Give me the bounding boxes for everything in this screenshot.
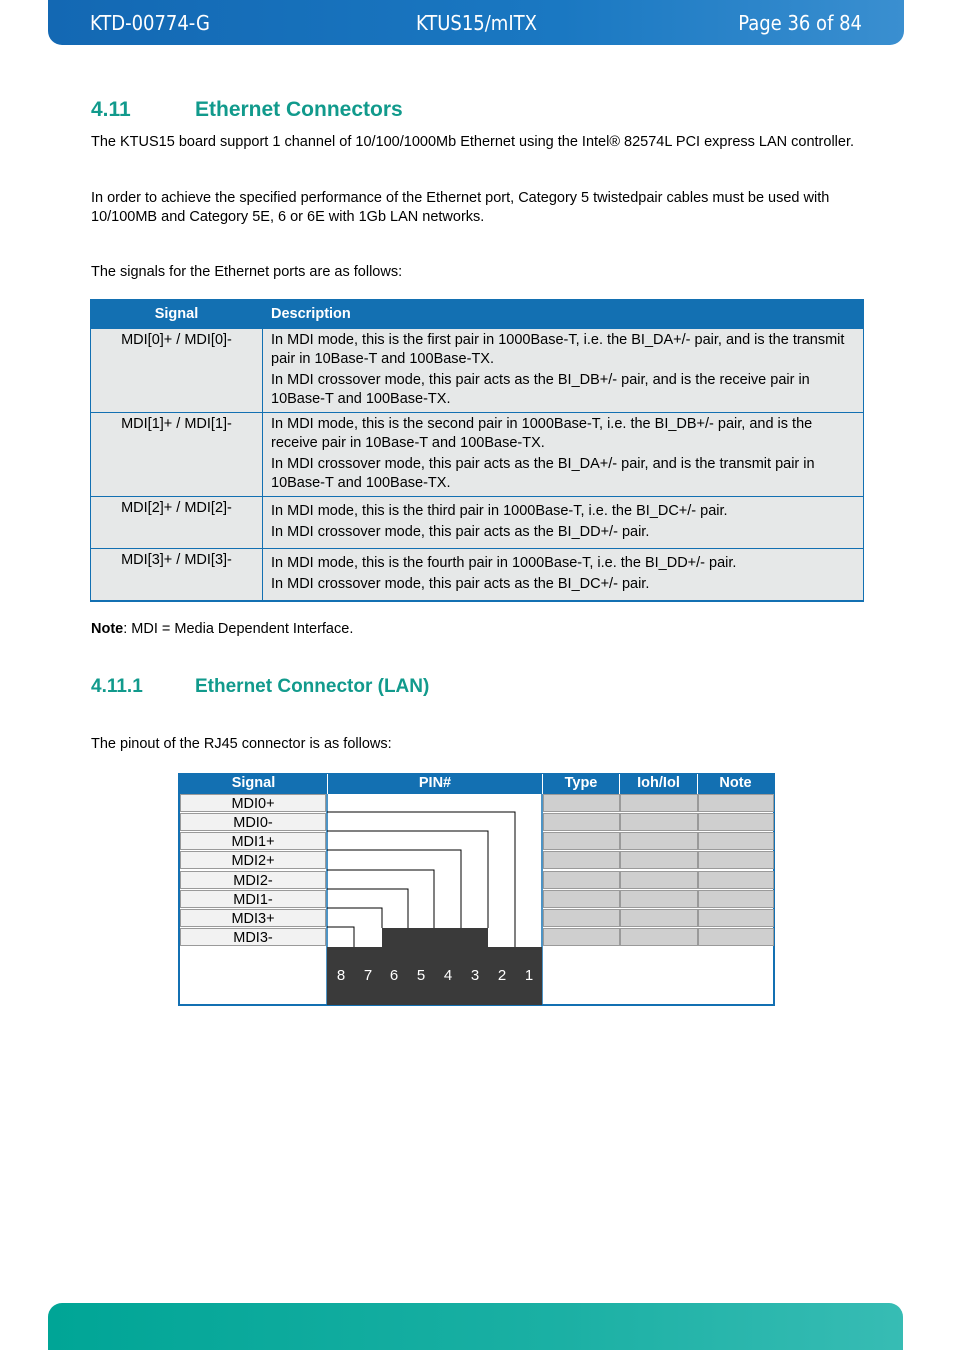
col-header-signal: Signal <box>91 300 263 329</box>
pin-attribute-cell <box>698 909 774 927</box>
description-line: In MDI crossover mode, this pair acts as the BI_DB+/- pair, and is the receive pair in 10Base-T and 100Base-TX. <box>271 372 810 407</box>
product-name: KTUS15/mITX <box>416 11 537 35</box>
table-row <box>91 549 864 601</box>
pin-attribute-cell <box>543 851 620 869</box>
description-cell <box>263 549 864 601</box>
cable-paragraph: In order to achieve the specified performance of the Ethernet port, Category 5 twistedpair cables must be used with 10/100MB and Category 5E, 6 or 6E with 1Gb LAN networks. <box>91 190 830 225</box>
note-paragraph <box>91 620 866 639</box>
intro-paragraph: The KTUS15 board support 1 channel of 10/100/1000Mb Ethernet using the Intel® 82574L PCI express LAN controller. <box>91 134 855 150</box>
pin-attribute-cell <box>543 909 620 927</box>
pin-signal-label: MDI3- <box>180 928 326 946</box>
description-line: In MDI crossover mode, this pair acts as the BI_DC+/- pair. <box>271 576 650 592</box>
pin-col-header-signal: Signal <box>180 773 327 794</box>
pin-signal-label: MDI3+ <box>180 909 326 927</box>
pin-attribute-cell <box>698 813 774 831</box>
pin-attribute-cell <box>698 871 774 889</box>
description-line: In MDI mode, this is the second pair in 1000Base-T, i.e. the BI_DB+/- pair, and is the receive pair in 10Base-T and 100Base-TX. <box>271 416 813 451</box>
connector-pin-number: 7 <box>363 967 373 984</box>
connector-pin-number: 3 <box>470 967 480 984</box>
signal-cell: MDI[1]+ / MDI[1]- <box>91 413 263 497</box>
subsection-number: 4.11.1 <box>91 676 143 697</box>
connector-pin-number: 1 <box>524 967 534 984</box>
doc-id: KTD-00774-G <box>90 11 210 35</box>
pin-attribute-cell <box>543 890 620 908</box>
pin-col-header-note: Note <box>698 773 773 794</box>
table-row <box>91 497 864 549</box>
description-line: In MDI mode, this is the fourth pair in 1000Base-T, i.e. the BI_DD+/- pair. <box>271 555 737 571</box>
pin-attribute-cell <box>698 928 774 946</box>
signal-cell: MDI[0]+ / MDI[0]- <box>91 329 263 413</box>
description-cell <box>263 329 864 413</box>
description-line: In MDI crossover mode, this pair acts as the BI_DD+/- pair. <box>271 524 650 540</box>
pin-attribute-cell <box>543 813 620 831</box>
description-cell <box>263 497 864 549</box>
table-header-row <box>91 300 864 329</box>
table-row <box>91 413 864 497</box>
pin-col-header-pin: PIN# <box>328 773 542 794</box>
pin-signal-label: MDI2+ <box>180 851 326 869</box>
connector-pin-number: 4 <box>443 967 453 984</box>
signals-intro: The signals for the Ethernet ports are as follows: <box>91 264 403 280</box>
page-number: Page 36 of 84 <box>738 11 862 35</box>
pin-signal-label: MDI0- <box>180 813 326 831</box>
pin-attribute-cell <box>620 890 698 908</box>
pin-attribute-cell <box>543 832 620 850</box>
pin-attribute-cell <box>698 851 774 869</box>
page-footer <box>48 1303 903 1350</box>
pin-attribute-cell <box>620 794 698 812</box>
note-text: : MDI = Media Dependent Interface. <box>123 621 354 637</box>
description-line: In MDI mode, this is the first pair in 1000Base-T, i.e. the BI_DA+/- pair, and is the transmit pair in 10Base-T and 100Base-TX. <box>271 332 845 367</box>
subsection-title: Ethernet Connector (LAN) <box>195 676 430 697</box>
pin-signal-label: MDI2- <box>180 871 326 889</box>
signal-cell: MDI[2]+ / MDI[2]- <box>91 497 263 549</box>
note-label: Note <box>91 621 124 637</box>
description-line: In MDI crossover mode, this pair acts as the BI_DA+/- pair, and is the transmit pair in 10Base-T and 100Base-TX. <box>271 456 815 491</box>
connector-pin-number: 5 <box>416 967 426 984</box>
connector-pin-number: 6 <box>389 967 399 984</box>
signal-cell: MDI[3]+ / MDI[3]- <box>91 549 263 601</box>
connector-pin-number: 8 <box>336 967 346 984</box>
pin-signal-label: MDI1- <box>180 890 326 908</box>
pin-attribute-cell <box>620 832 698 850</box>
ethernet-signal-table <box>90 299 864 602</box>
pin-attribute-cell <box>543 928 620 946</box>
table-row <box>91 329 864 413</box>
section-heading <box>91 98 403 122</box>
col-header-description: Description <box>263 300 864 329</box>
pin-signal-label: MDI0+ <box>180 794 326 812</box>
connector-pin-number: 2 <box>497 967 507 984</box>
subsection-heading <box>91 676 429 698</box>
description-line: In MDI mode, this is the third pair in 1000Base-T, i.e. the BI_DC+/- pair. <box>271 503 728 519</box>
pin-attribute-cell <box>698 832 774 850</box>
pin-attribute-cell <box>620 928 698 946</box>
pin-attribute-cell <box>543 871 620 889</box>
pinout-intro: The pinout of the RJ45 connector is as follows: <box>91 736 392 752</box>
pin-attribute-cell <box>620 851 698 869</box>
pin-attribute-cell <box>620 871 698 889</box>
pin-attribute-cell <box>620 909 698 927</box>
section-number: 4.11 <box>91 98 131 121</box>
description-cell <box>263 413 864 497</box>
pin-attribute-cell <box>698 794 774 812</box>
pin-signal-label: MDI1+ <box>180 832 326 850</box>
pin-attribute-cell <box>620 813 698 831</box>
pin-col-header-ioh: Ioh/Iol <box>620 773 697 794</box>
pin-col-header-type: Type <box>543 773 619 794</box>
pin-attribute-cell <box>698 890 774 908</box>
page-header <box>48 0 904 45</box>
section-title: Ethernet Connectors <box>195 98 403 121</box>
pin-attribute-cell <box>543 794 620 812</box>
rj45-pinout-diagram <box>178 773 775 1006</box>
